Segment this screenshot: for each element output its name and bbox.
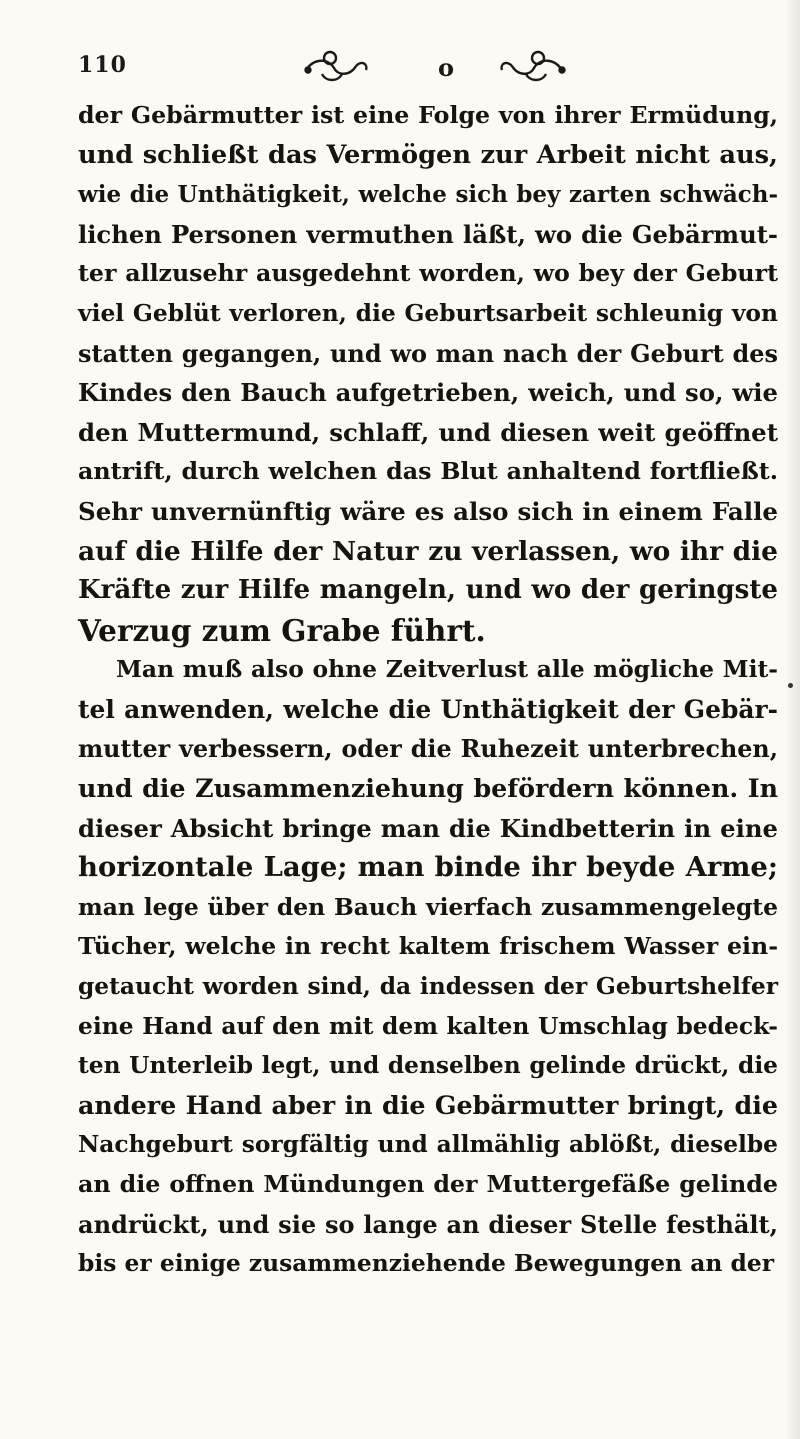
text-line: an die offnen Mündungen der Muttergefäße gelinde <box>78 1170 778 1199</box>
text-line: lichen Personen vermuthen läßt, wo die Gebärmut- <box>78 219 778 249</box>
body-text <box>78 96 778 1284</box>
text-line: Kindes den Bauch aufgetrieben, weich, und so, wie <box>78 378 778 408</box>
text-line: viel Geblüt verloren, die Geburtsarbeit schleunig von <box>78 298 778 327</box>
ornament-letter: o <box>438 53 455 82</box>
text-line: auf die Hilfe der Natur zu verlassen, wo ihr die <box>78 535 778 567</box>
text-line: dieser Absicht bringe man die Kindbetterin in eine <box>78 813 778 843</box>
text-line: getaucht worden sind, da indessen der Geburtshelfer <box>78 972 778 1001</box>
text-line: ter allzusehr ausgedehnt worden, wo bey der Geburt <box>78 259 778 288</box>
text-line: und die Zusammenziehung befördern können. In <box>78 773 778 804</box>
text-line: mutter verbessern, oder die Ruhezeit unterbrechen, <box>78 734 778 763</box>
text-line: Tücher, welche in recht kaltem frischem Wasser ein- <box>78 932 778 961</box>
text-line: wie die Unthätigkeit, welche sich bey zarten schwäch- <box>78 181 778 209</box>
text-line: der Gebärmutter ist eine Folge von ihrer Ermüdung, <box>78 101 778 129</box>
text-line: horizontale Lage; man binde ihr beyde Arme; <box>78 851 778 884</box>
text-line: andere Hand aber in die Gebärmutter bringt, die <box>78 1089 778 1120</box>
page-number: 110 <box>78 52 127 78</box>
text-line: den Muttermund, schlaff, und diesen weit geöffnet <box>78 417 778 447</box>
text-line: Man muß also ohne Zeitverlust alle mögliche Mit- <box>116 655 778 684</box>
text-line: man lege über den Bauch vierfach zusammengelegte <box>78 892 778 921</box>
text-line: Kräfte zur Hilfe mangeln, und wo der geringste <box>78 575 778 606</box>
text-line: andrückt, und sie so lange an dieser Stelle festhält, <box>78 1209 778 1239</box>
text-line: Verzug zum Grabe führt. <box>78 612 486 648</box>
scan-edge-shadow <box>786 0 800 1439</box>
text-line: statten gegangen, und wo man nach der Geburt des <box>78 338 778 368</box>
text-line: antrift, durch welchen das Blut anhaltend fortfließt. <box>78 457 778 486</box>
margin-mark <box>788 683 793 688</box>
text-line: Nachgeburt sorgfältig und allmählig ablößt, dieselbe <box>78 1131 778 1159</box>
text-line: eine Hand auf den mit dem kalten Umschlag bedeck- <box>78 1011 778 1040</box>
fleuron-right-icon <box>502 52 565 80</box>
text-line: ten Unterleib legt, und denselben gelinde drückt, die <box>78 1052 778 1080</box>
text-line: tel anwenden, welche die Unthätigkeit der Gebär- <box>78 694 778 724</box>
text-line: bis er einige zusammenziehende Bewegungen an der <box>78 1249 775 1278</box>
header-ornament <box>300 46 590 86</box>
text-line: und schließt das Vermögen zur Arbeit nicht aus, <box>78 139 778 170</box>
fleuron-left-icon <box>306 52 367 80</box>
text-line: Sehr unvernünftig wäre es also sich in einem Falle <box>78 496 778 526</box>
page-header <box>78 40 738 90</box>
